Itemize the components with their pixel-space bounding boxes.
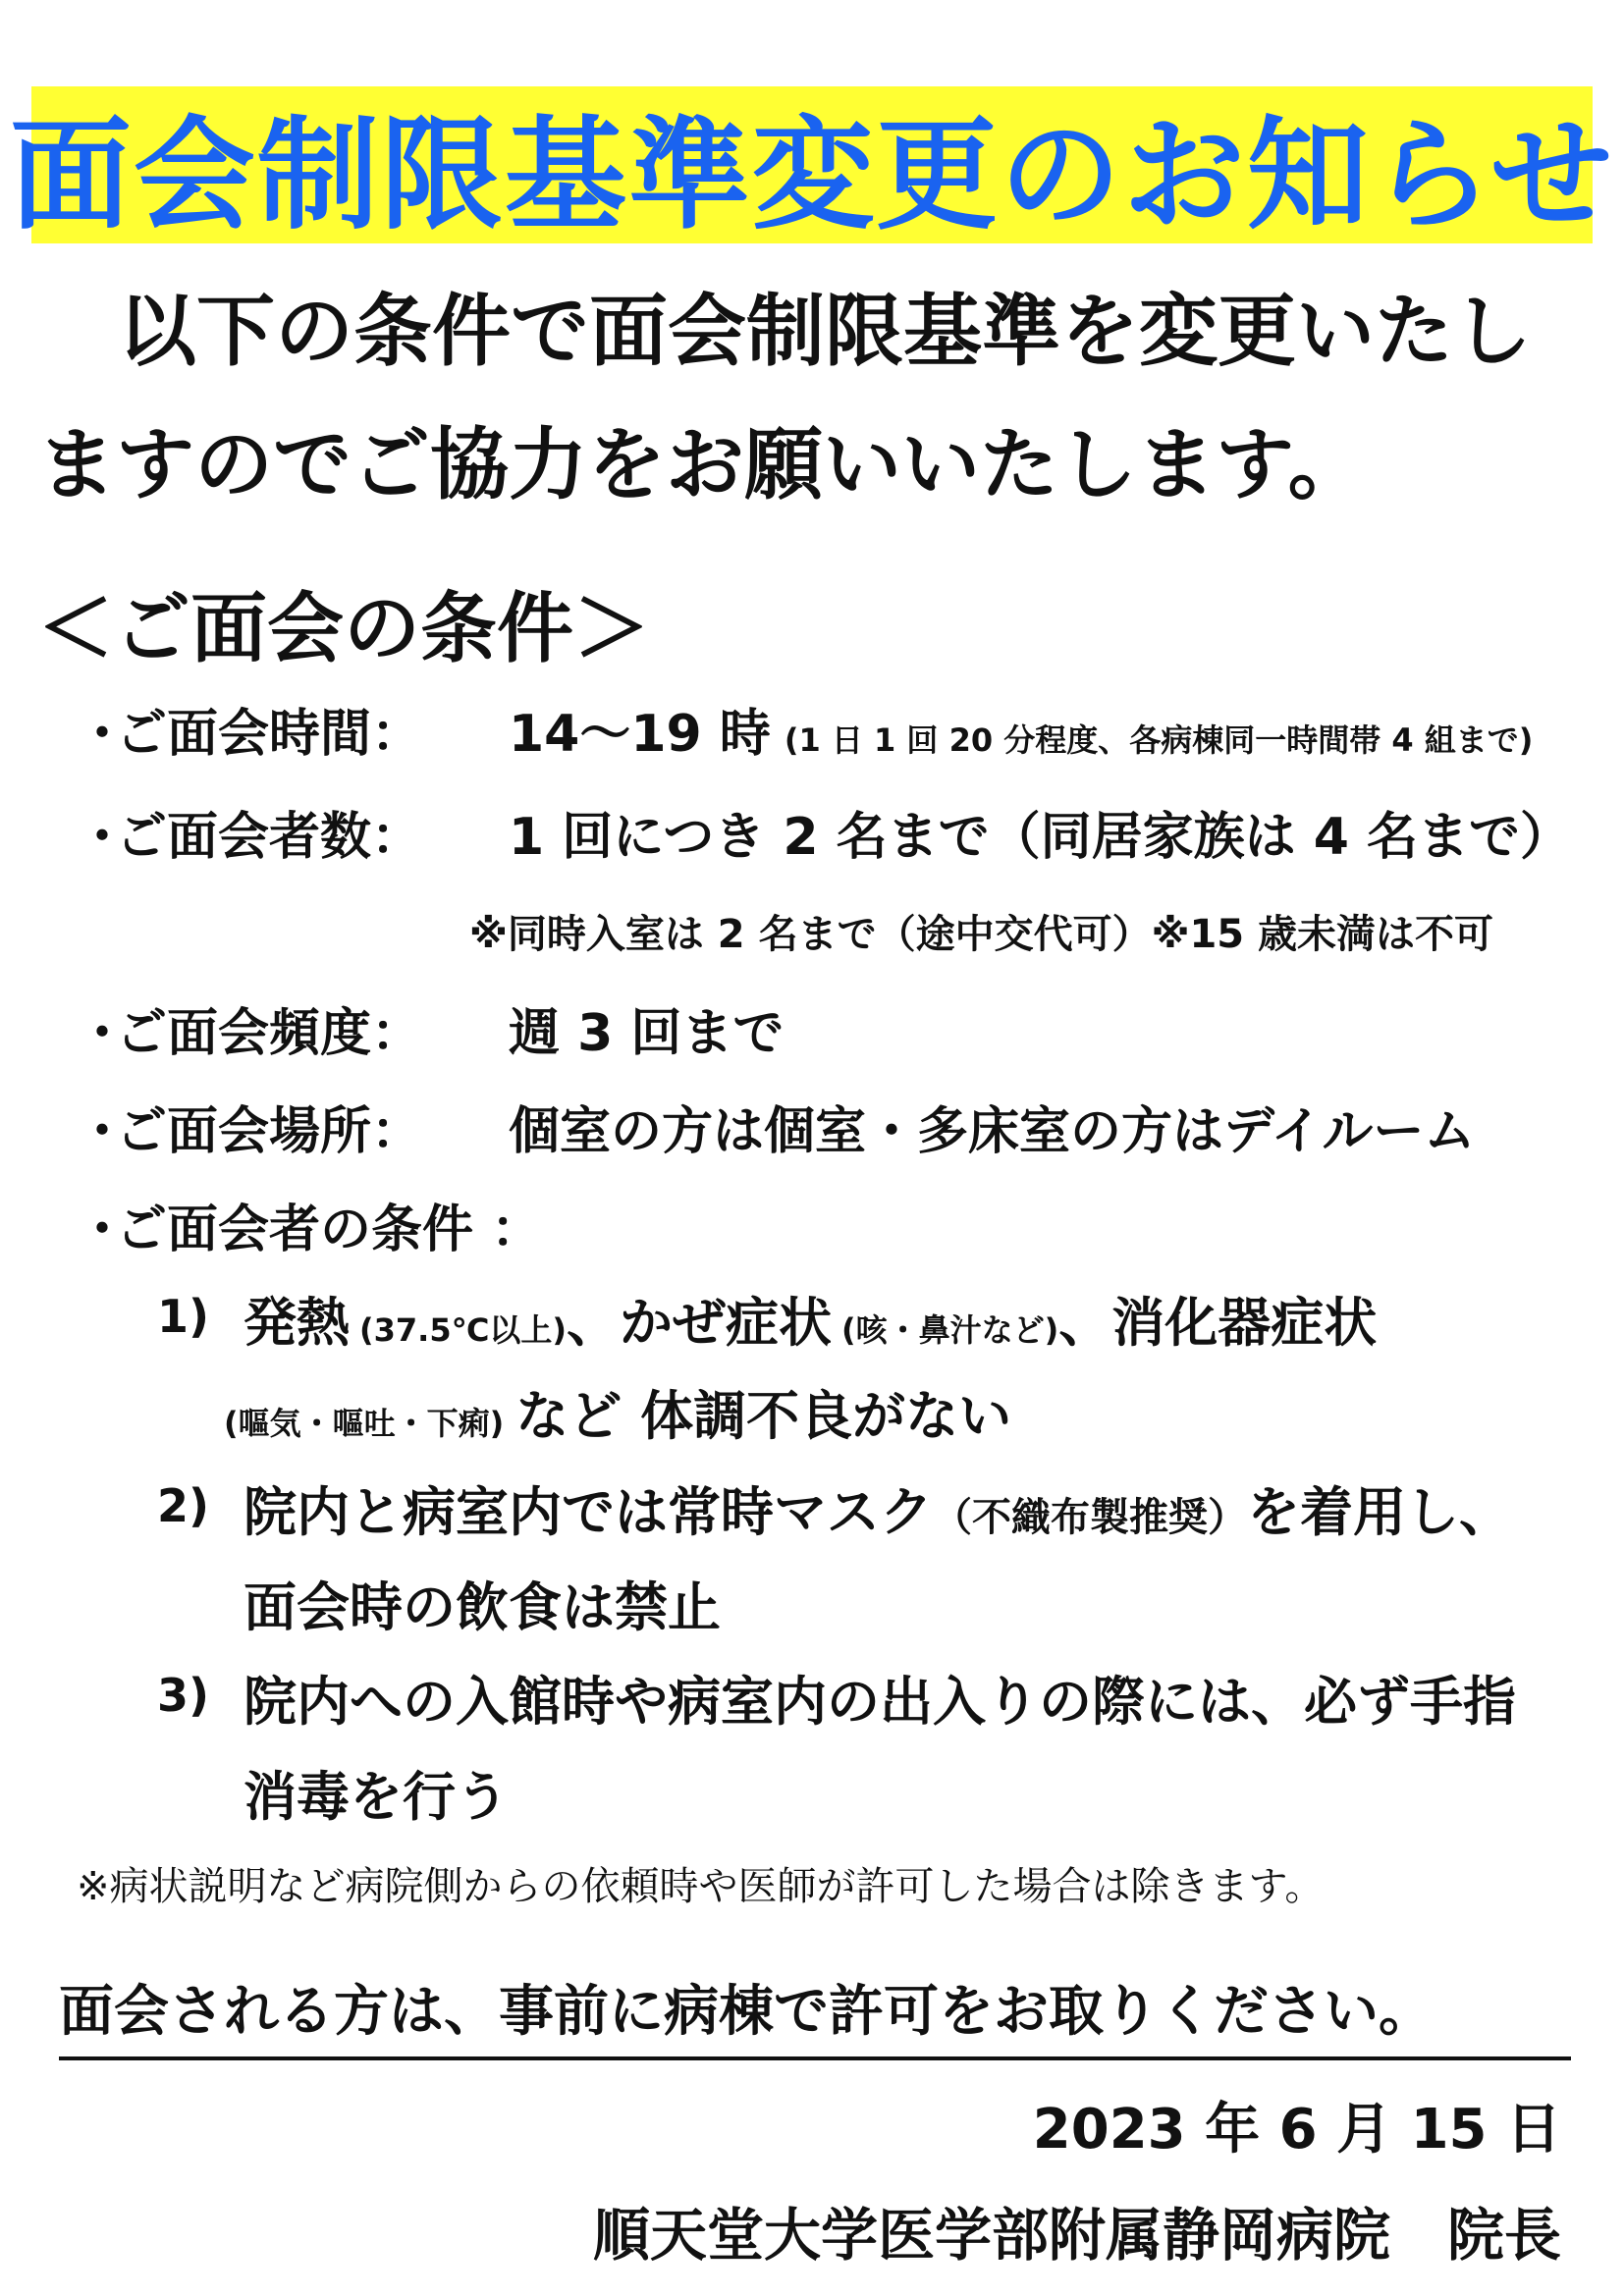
condition-value: 14～19 時 [509,705,771,764]
condition-requirements [77,1188,542,1261]
requirement-item-2-line-2: 面会時の飲食は禁止 [244,1576,721,1638]
item-note: (37.5℃以上) [359,1311,567,1349]
condition-visitors [77,795,1571,869]
condition-label: ご面会者の条件 ： [116,1201,543,1259]
item-number: 1) [157,1290,210,1343]
condition-label: ご面会者数： [116,808,423,867]
section-heading: ＜ご面会の条件＞ [37,585,651,673]
bullet: ・ [77,1004,129,1063]
visitors-note: ※同時入室は 2 名まで（途中交代可）※15 歳未満は不可 [469,912,1494,957]
requirement-item-3-line-2: 消毒を行う [244,1766,509,1828]
bullet: ・ [77,808,129,867]
item-note: （不織布製推奨） [933,1495,1247,1540]
item-text: など 体調不良がない [515,1385,1012,1447]
intro-paragraph [37,265,1598,532]
condition-value: 週 3 回まで [509,1004,785,1063]
title-banner [9,86,1615,246]
item-note: (咳・鼻汁など) [840,1311,1059,1349]
item-text: 院内と病室内では常時マスク [244,1481,933,1543]
item-text: 、かぜ症状 [566,1292,832,1354]
condition-value: 1 回につき 2 名まで（同居家族は 4 名まで） [509,808,1572,867]
requirement-item-1-line-2 [224,1374,1011,1450]
condition-note: (1 日 1 回 20 分程度、各病棟同一時間帯 4 組まで) [784,721,1534,759]
item-text: 、消化器症状 [1058,1292,1378,1354]
condition-time [77,692,1533,766]
condition-label: ご面会時間： [116,705,423,764]
condition-place [77,1090,1475,1163]
intro-line-2: ますのでご協力をお願いいたします。 [37,419,1367,510]
requirement-item-3-line-1: 院内への入館時や病室内の出入りの際には、必ず手指 [244,1671,1516,1733]
item-text: を着用し、 [1247,1481,1512,1543]
condition-label: ご面会場所： [116,1102,423,1161]
item-number: 3) [157,1669,210,1722]
bullet: ・ [77,1102,129,1161]
page-title: 面会制限基準変更のお知らせ [9,105,1615,246]
bullet: ・ [77,1201,129,1259]
issue-date: 2023 年 6 月 15 日 [1032,2098,1561,2162]
requirement-item-2-line-1 [244,1470,1512,1546]
condition-frequency [77,991,784,1065]
condition-value: 個室の方は個室・多床室の方はデイルーム [509,1102,1476,1161]
request-notice: 面会される方は、事前に病棟で許可をお取りください。 [59,1968,1571,2060]
item-note: (嘔気・嘔吐・下痢) [224,1405,505,1442]
signature: 順天堂大学医学部附属静岡病院 院長 [592,2202,1561,2269]
intro-line-1: 以下の条件で面会制限基準を変更いたし [118,286,1532,377]
footnote: ※病状説明など病院側からの依頼時や医師が許可した場合は除きます。 [77,1864,1325,1909]
item-number: 2) [157,1479,210,1532]
requirement-item-1-line-1 [244,1281,1377,1357]
bullet: ・ [77,705,129,764]
condition-label: ご面会頻度： [116,1004,423,1063]
item-text: 発熱 [244,1292,350,1354]
